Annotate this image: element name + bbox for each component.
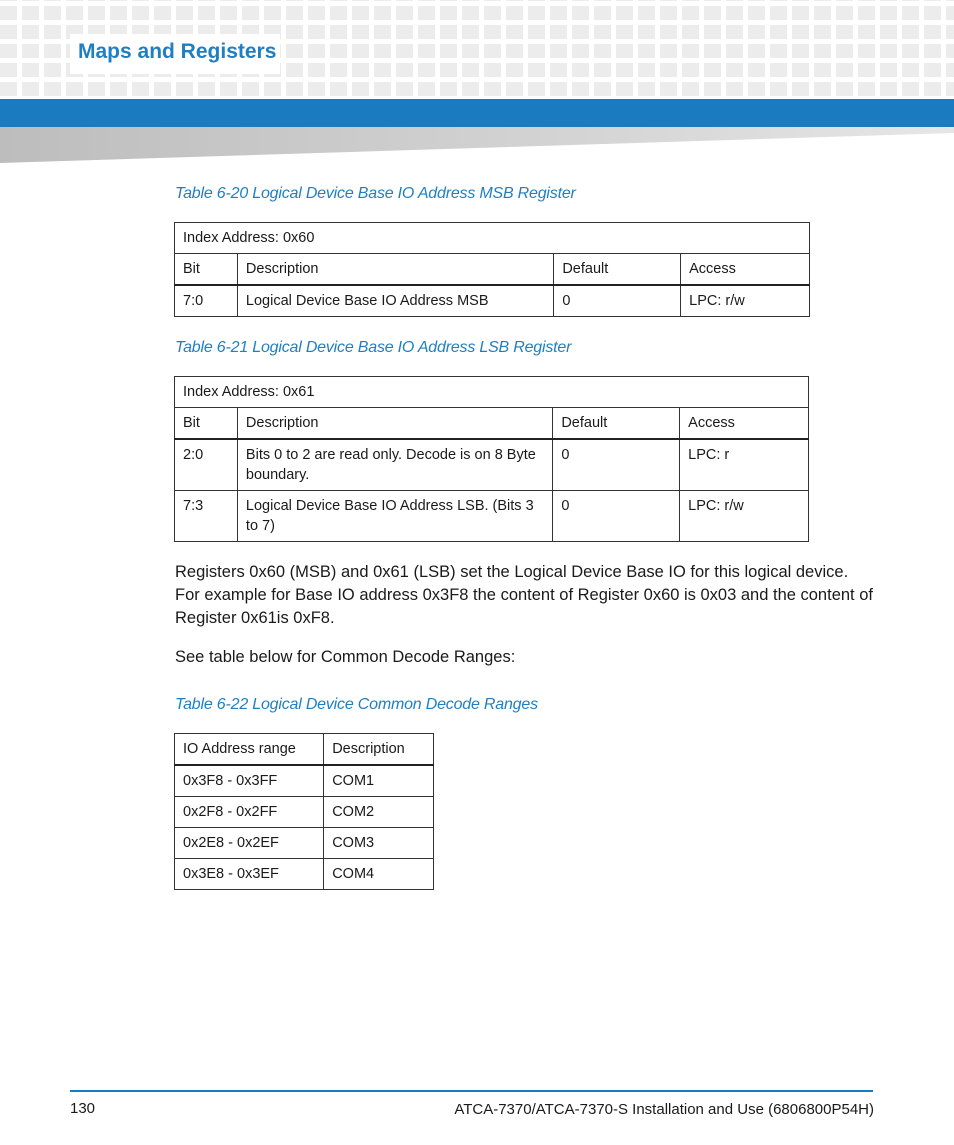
table-cell: 0 <box>553 491 680 542</box>
table-6-21 <box>174 376 809 542</box>
column-header: Description <box>237 254 553 286</box>
table-cell: COM1 <box>324 765 434 797</box>
header-blue-bar <box>0 99 954 127</box>
body-paragraph: See table below for Common Decode Ranges: <box>175 648 516 666</box>
table-cell: 0x3E8 - 0x3EF <box>175 859 324 890</box>
index-row <box>175 223 810 254</box>
table-6-20-caption: Table 6-20 Logical Device Base IO Address MSB Register <box>175 185 576 202</box>
header-row <box>175 734 434 766</box>
column-header: Description <box>237 408 552 440</box>
page-title: Maps and Registers <box>78 40 277 63</box>
table-cell: Bits 0 to 2 are read only. Decode is on 8 Byte boundary. <box>237 439 552 491</box>
table-cell: LPC: r <box>680 439 809 491</box>
table-cell: 0x2E8 - 0x2EF <box>175 828 324 859</box>
table-row <box>175 439 809 491</box>
table-cell: 0 <box>554 285 681 317</box>
table-cell: 7:0 <box>175 285 238 317</box>
table-row <box>175 797 434 828</box>
column-header: IO Address range <box>175 734 324 766</box>
table-cell: LPC: r/w <box>680 491 809 542</box>
header-row <box>175 254 810 286</box>
table-cell: 0x3F8 - 0x3FF <box>175 765 324 797</box>
table-cell: COM4 <box>324 859 434 890</box>
index-address-cell: Index Address: 0x60 <box>175 223 810 254</box>
column-header: Access <box>680 408 809 440</box>
table-row <box>175 491 809 542</box>
table-6-22-caption: Table 6-22 Logical Device Common Decode Ranges <box>175 696 538 713</box>
table-row <box>175 859 434 890</box>
table-cell: 0 <box>553 439 680 491</box>
table-cell: COM3 <box>324 828 434 859</box>
table-cell: COM2 <box>324 797 434 828</box>
column-header: Bit <box>175 408 238 440</box>
footer-rule <box>70 1090 873 1092</box>
table-cell: Logical Device Base IO Address LSB. (Bits 3 to 7) <box>237 491 552 542</box>
table-row <box>175 765 434 797</box>
column-header: Default <box>553 408 680 440</box>
table-6-21-caption: Table 6-21 Logical Device Base IO Address LSB Register <box>175 339 572 356</box>
page-number: 130 <box>70 1100 96 1117</box>
column-header: Bit <box>175 254 238 286</box>
header-row <box>175 408 809 440</box>
document-title: ATCA-7370/ATCA-7370-S Installation and Use (6806800P54H) <box>454 1101 874 1118</box>
header-gray-wedge <box>0 127 954 163</box>
table-cell: 0x2F8 - 0x2FF <box>175 797 324 828</box>
table-row <box>175 285 810 317</box>
index-row <box>175 377 809 408</box>
table-6-20 <box>174 222 810 317</box>
table-cell: 7:3 <box>175 491 238 542</box>
table-cell: Logical Device Base IO Address MSB <box>237 285 553 317</box>
column-header: Access <box>681 254 810 286</box>
column-header: Default <box>554 254 681 286</box>
table-row <box>175 828 434 859</box>
index-address-cell: Index Address: 0x61 <box>175 377 809 408</box>
table-6-22 <box>174 733 434 890</box>
body-paragraph: Registers 0x60 (MSB) and 0x61 (LSB) set the Logical Device Base IO for this logical device. For example for Base IO address 0x3F8 the content of Register 0x60 is 0x03 and the content of Register 0x61is 0xF8. <box>175 563 873 627</box>
table-cell: LPC: r/w <box>681 285 810 317</box>
column-header: Description <box>324 734 434 766</box>
table-cell: 2:0 <box>175 439 238 491</box>
